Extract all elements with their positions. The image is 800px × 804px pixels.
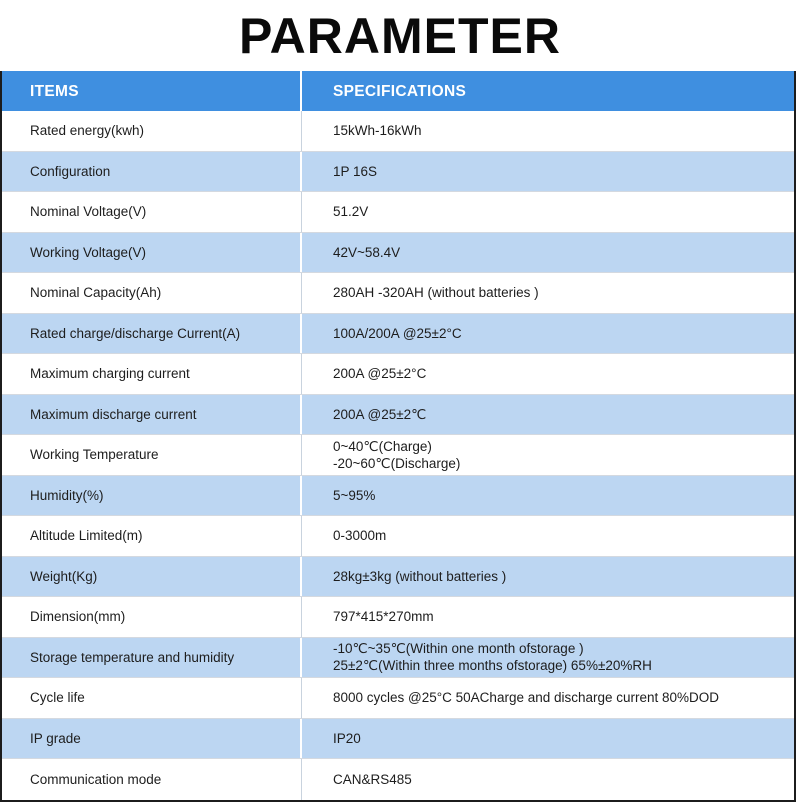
spec-value <box>302 678 794 718</box>
item-label: Storage temperature and humidity <box>2 638 302 678</box>
spec-line: 0~40℃(Charge) <box>333 438 432 454</box>
item-label: Dimension(mm) <box>2 597 302 637</box>
page-title: PARAMETER <box>239 7 561 64</box>
spec-line: 8000 cycles @25°C 50ACharge and discharge current 80%DOD <box>333 690 720 706</box>
item-label: Rated energy(kwh) <box>2 111 302 151</box>
spec-line: 797*415*270mm <box>333 609 434 625</box>
spec-lines <box>333 487 375 504</box>
table-row <box>2 678 794 719</box>
item-label: Working Voltage(V) <box>2 233 302 273</box>
spec-lines <box>333 122 422 139</box>
spec-value <box>302 719 794 759</box>
spec-lines <box>333 365 426 382</box>
spec-line: 200A @25±2°C <box>333 366 427 382</box>
item-label: Configuration <box>2 152 302 192</box>
item-label: Communication mode <box>2 759 302 800</box>
parameter-table <box>0 71 796 802</box>
table-row <box>2 233 794 274</box>
spec-value <box>302 516 794 556</box>
spec-lines <box>333 284 539 301</box>
spec-line: 28kg±3kg (without batteries ) <box>333 568 507 584</box>
spec-line: 0-3000m <box>333 528 387 544</box>
spec-value <box>302 476 794 516</box>
spec-value <box>302 638 794 678</box>
spec-lines <box>333 608 434 625</box>
spec-value <box>302 395 794 435</box>
spec-value <box>302 192 794 232</box>
spec-value <box>302 759 794 800</box>
table-row <box>2 314 794 355</box>
table-row <box>2 719 794 760</box>
spec-lines <box>333 163 377 180</box>
spec-lines <box>333 244 400 261</box>
spec-line: 1P 16S <box>333 163 378 179</box>
item-label: Working Temperature <box>2 435 302 475</box>
table-row <box>2 192 794 233</box>
item-label: IP grade <box>2 719 302 759</box>
spec-lines <box>333 438 460 472</box>
spec-lines <box>333 771 412 788</box>
spec-value <box>302 314 794 354</box>
spec-lines <box>333 325 462 342</box>
spec-value <box>302 435 794 475</box>
spec-value <box>302 273 794 313</box>
table-row <box>2 354 794 395</box>
item-label: Humidity(%) <box>2 476 302 516</box>
spec-value <box>302 152 794 192</box>
spec-line: 25±2℃(Within three months ofstorage) 65%±20%RH <box>333 658 652 674</box>
spec-lines <box>333 640 652 674</box>
header-items: ITEMS <box>2 71 302 111</box>
spec-line: 51.2V <box>333 204 369 220</box>
spec-line: -20~60℃(Discharge) <box>333 455 461 471</box>
spec-line: 42V~58.4V <box>333 244 401 260</box>
spec-line: 280AH -320AH (without batteries ) <box>333 285 539 301</box>
item-label: Altitude Limited(m) <box>2 516 302 556</box>
table-row <box>2 476 794 517</box>
spec-value <box>302 557 794 597</box>
table-row <box>2 638 794 679</box>
spec-line: CAN&RS485 <box>333 771 412 787</box>
item-label: Maximum charging current <box>2 354 302 394</box>
item-label: Cycle life <box>2 678 302 718</box>
spec-line: 5~95% <box>333 487 376 503</box>
table-row <box>2 516 794 557</box>
table-row <box>2 435 794 476</box>
spec-lines <box>333 730 361 747</box>
table-row <box>2 557 794 598</box>
table-row <box>2 273 794 314</box>
table-row <box>2 111 794 152</box>
item-label: Nominal Voltage(V) <box>2 192 302 232</box>
spec-line: IP20 <box>333 730 361 746</box>
header-specifications: SPECIFICATIONS <box>333 82 467 100</box>
spec-value <box>302 233 794 273</box>
table-row <box>2 597 794 638</box>
spec-lines <box>333 406 426 423</box>
spec-lines <box>333 689 719 706</box>
table-row <box>2 759 794 800</box>
spec-line: -10℃~35℃(Within one month ofstorage ) <box>333 641 584 657</box>
spec-value <box>302 597 794 637</box>
spec-lines <box>333 527 386 544</box>
spec-value <box>302 111 794 151</box>
spec-line: 15kWh-16kWh <box>333 123 422 139</box>
spec-line: 100A/200A @25±2°C <box>333 325 462 341</box>
table-row <box>2 395 794 436</box>
spec-lines <box>333 568 506 585</box>
spec-value <box>302 354 794 394</box>
item-label: Nominal Capacity(Ah) <box>2 273 302 313</box>
table-row <box>2 152 794 193</box>
table-header-row <box>2 71 794 111</box>
item-label: Weight(Kg) <box>2 557 302 597</box>
spec-line: 200A @25±2℃ <box>333 406 427 422</box>
item-label: Rated charge/discharge Current(A) <box>2 314 302 354</box>
spec-lines <box>333 203 368 220</box>
item-label: Maximum discharge current <box>2 395 302 435</box>
